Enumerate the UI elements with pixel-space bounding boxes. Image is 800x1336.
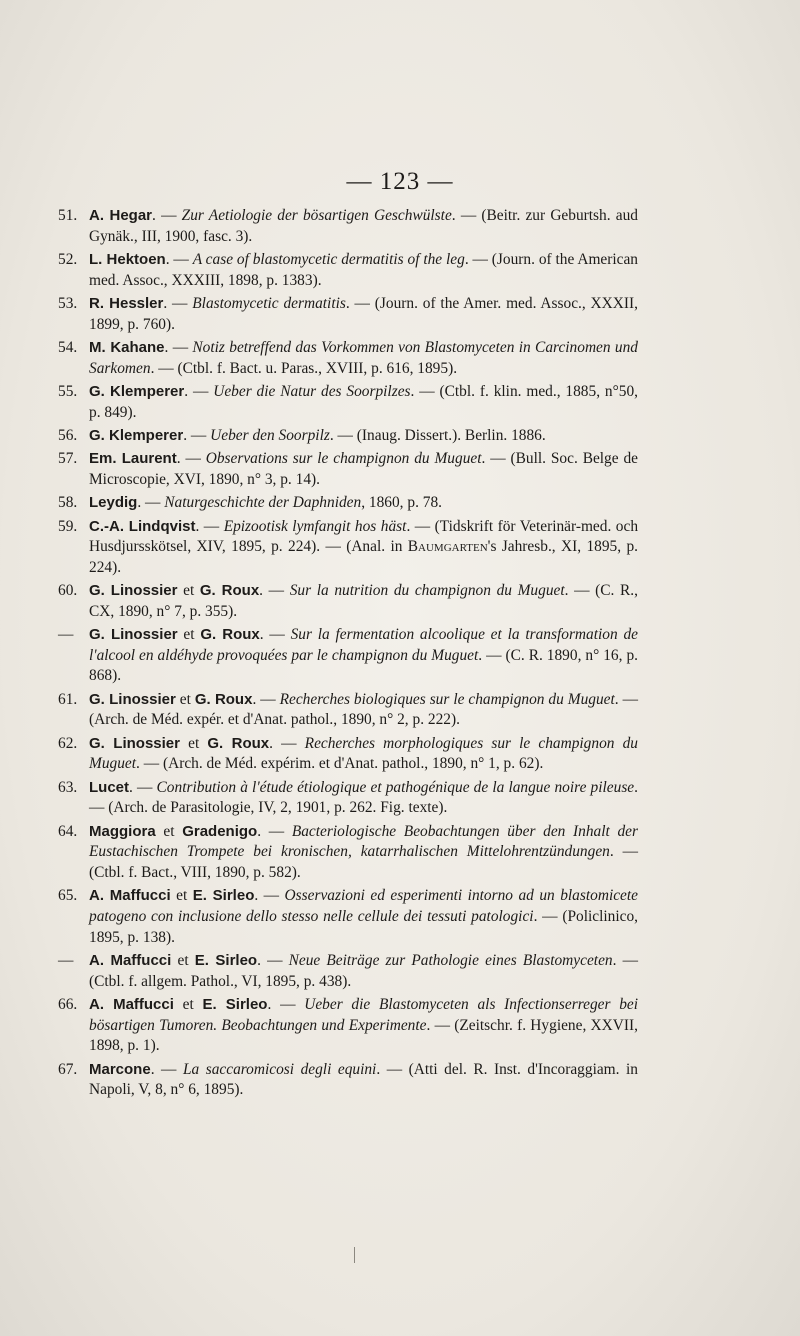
reference-number: 61. [58, 690, 78, 708]
reference-author: A. Hegar [89, 207, 153, 224]
reference-author: A. Maffucci [89, 887, 171, 905]
reference-text: . — (Atti del. R. Inst. d'Incoraggiam. in Napoli, V, 8, n° 6, 1895). [89, 1060, 638, 1099]
reference-entry [58, 995, 638, 1057]
reference-number: 65. [58, 887, 78, 905]
reference-entry [58, 625, 638, 687]
reference-text: . — [137, 494, 165, 512]
reference-text: . — [150, 1060, 183, 1078]
reference-author: A. Maffucci [89, 951, 172, 969]
reference-text: . — [164, 338, 193, 356]
reference-author: Lucet [89, 778, 130, 796]
reference-entry [58, 517, 638, 579]
reference-text: 's Jahresb., XI, 1895, p. 224). [89, 538, 638, 576]
reference-author: Marcone [89, 1060, 151, 1078]
reference-title: Naturgeschichte der Daphniden [164, 494, 362, 512]
reference-author: G. Linossier [89, 734, 180, 752]
reference-smallcaps-name: Baumgarten [407, 538, 488, 556]
reference-author: G. Linossier [89, 690, 176, 708]
reference-number: 62. [58, 734, 78, 752]
reference-author: G. Linossier [89, 582, 178, 600]
reference-author: G. Roux [207, 734, 270, 752]
reference-text: . — (Ctbl. f. Bact., VIII, 1890, p. 582). [89, 843, 638, 881]
reference-entry [58, 778, 638, 819]
reference-text: et [175, 690, 195, 708]
reference-number: 67. [58, 1060, 78, 1078]
reference-title: Epizootisk lymfangit hos häst [223, 517, 407, 535]
reference-text: et [179, 734, 208, 752]
reference-entry [58, 382, 638, 423]
reference-number: 52. [58, 250, 78, 268]
reference-text: . — [163, 294, 193, 312]
reference-text: . — (Journ. of the Amer. med. Assoc., XXXII, 1899, p. 760). [89, 294, 639, 333]
reference-author: G. Klemperer [89, 426, 184, 444]
reference-number: 63. [58, 778, 78, 796]
reference-entry [58, 449, 638, 490]
reference-entry [58, 951, 638, 992]
reference-title: Sur la fermentation alcoolique et la transformation de l'alcool en aldéhyde provoquées par le champignon du Muguet [89, 626, 638, 664]
reference-title: Bacteriologische Beobachtungen über den Inhalt der Eustachischen Trompete bei kronischen, katarrhalischen Mittelohrentzündungen [89, 822, 639, 861]
reference-text: . — [257, 822, 292, 840]
reference-text: . — (Ctbl. f. allgem. Pathol., VI, 1895, p. 438). [89, 951, 638, 990]
reference-title: Contribution à l'étude étiologique et pathogénique de la langue noire pileuse [156, 778, 635, 796]
reference-title: Recherches morphologiques sur le champignon du Muguet [89, 734, 638, 773]
reference-entry [58, 886, 638, 948]
reference-text: et [171, 951, 195, 969]
reference-author: E. Sirleo [202, 995, 268, 1013]
reference-text: . — (Arch. de Méd. expérim. et d'Anat. pathol., 1890, n° 1, p. 62). [136, 755, 544, 773]
reference-number: 60. [58, 582, 78, 600]
reference-title: Notiz betreffend das Vorkommen von Blastomyceten in Carcinomen und Sarkomen [89, 338, 638, 377]
reference-author: L. Hektoen [89, 250, 166, 268]
reference-text: . — [252, 690, 280, 708]
reference-text: . — [254, 887, 285, 905]
reference-text: . — (Ctbl. f. klin. med., 1885, n°50, p. 849). [89, 382, 638, 421]
reference-entry [58, 493, 638, 514]
reference-text: . — (Tidskrift för Veterinär-med. och Husdjursskötsel, XIV, 1895, p. 224). — (Anal. in [89, 517, 639, 556]
reference-text: et [173, 995, 203, 1013]
reference-entry [58, 581, 638, 622]
reference-text: , 1860, p. 78. [361, 494, 443, 512]
reference-text: . — [176, 450, 206, 468]
reference-title: A case of blastomycetic dermatitis of the leg [192, 250, 465, 268]
reference-author: C.-A. Lindqvist [89, 517, 196, 535]
reference-text: . — [165, 250, 193, 268]
reference-text: . — [195, 517, 224, 535]
reference-author: G. Klemperer [89, 382, 185, 400]
reference-text: . — [269, 734, 305, 752]
reference-title: Ueber die Natur des Soorpilzes [213, 382, 411, 400]
reference-author: M. Kahane [89, 338, 165, 356]
reference-entry [58, 206, 638, 247]
reference-title: Ueber den Soorpilz [210, 426, 330, 444]
reference-author: G. Roux [200, 626, 260, 644]
reference-number: — [58, 626, 74, 644]
reference-text: et [177, 582, 200, 600]
reference-title: Sur la nutrition du champignon du Muguet [289, 582, 565, 600]
reference-entry [58, 734, 638, 775]
reference-text: . — [152, 207, 182, 224]
reference-title: Ueber die Blastomyceten als Infectionserreger bei bösartigen Tumoren. Beobachtungen und Experimente [89, 995, 639, 1034]
reference-text: . — (Beitr. zur Geburtsh. aud Gynäk., III, 1900, fasc. 3). [89, 207, 638, 245]
reference-number: 54. [58, 338, 78, 356]
reference-text: . — (Arch. de Méd. expér. et d'Anat. pathol., 1890, n° 2, p. 222). [89, 690, 638, 729]
reference-text: . — (C. R. 1890, n° 16, p. 868). [89, 646, 638, 685]
reference-title: Neue Beiträge zur Pathologie eines Blastomyceten [288, 951, 613, 969]
reference-author: Leydig [89, 494, 138, 512]
reference-text: . — [267, 995, 305, 1013]
reference-text: . — [183, 426, 211, 444]
reference-number: 57. [58, 450, 78, 468]
reference-author: A. Maffucci [89, 995, 174, 1013]
reference-entry [58, 1060, 638, 1101]
reference-number: 55. [58, 382, 78, 400]
reference-text: . — [129, 778, 157, 796]
reference-entry [58, 250, 638, 291]
reference-author: G. Roux [199, 582, 260, 600]
reference-author: Gradenigo [182, 822, 258, 840]
reference-text: . — (Policlinico, 1895, p. 138). [89, 907, 638, 946]
reference-number: 53. [58, 294, 78, 312]
reference-entry [58, 338, 638, 379]
reference-title: Blastomycetic dermatitis [192, 294, 346, 312]
reference-number: 51. [58, 207, 78, 224]
reference-text: . — [184, 382, 214, 400]
reference-number: 64. [58, 822, 78, 840]
reference-title: La saccaromicosi degli equini [182, 1060, 377, 1078]
ink-mark [354, 1247, 355, 1263]
reference-number: — [58, 951, 74, 969]
reference-author: G. Linossier [89, 626, 178, 644]
reference-text: . — (Bull. Soc. Belge de Microscopie, XVI, 1890, n° 3, p. 14). [89, 450, 638, 488]
page-number: — 123 — [346, 168, 454, 195]
reference-author: E. Sirleo [192, 887, 255, 905]
reference-entry [58, 690, 638, 731]
reference-author: R. Hessler [89, 294, 164, 312]
reference-text: et [155, 822, 183, 840]
reference-text: . — (Arch. de Parasitologie, IV, 2, 1901, p. 262. Fig. texte). [89, 778, 638, 817]
reference-author: Maggiora [89, 822, 156, 840]
bibliography-list [58, 206, 638, 1103]
reference-text: et [170, 887, 193, 905]
reference-text: . — (C. R., CX, 1890, n° 7, p. 355). [89, 582, 638, 620]
reference-text: . — [257, 951, 289, 969]
reference-number: 59. [58, 517, 78, 535]
reference-text: . — [259, 582, 290, 600]
reference-text: . — (Journ. of the American med. Assoc., XXXIII, 1898, p. 1383). [89, 250, 639, 289]
reference-number: 56. [58, 426, 78, 444]
reference-text: et [177, 626, 201, 644]
reference-text: . — (Zeitschr. f. Hygiene, XXVII, 1898, p. 1). [89, 1016, 639, 1055]
reference-number: 58. [58, 494, 78, 512]
reference-title: Zur Aetiologie der bösartigen Geschwülste [181, 207, 452, 224]
reference-author: E. Sirleo [194, 951, 258, 969]
reference-number: 66. [58, 995, 78, 1013]
reference-text: . — (Ctbl. f. Bact. u. Paras., XVIII, p. 616, 1895). [150, 359, 458, 377]
reference-author: G. Roux [194, 690, 253, 708]
reference-text: . — (Inaug. Dissert.). Berlin. 1886. [329, 426, 546, 444]
reference-entry [58, 294, 638, 335]
reference-title: Osservazioni ed esperimenti intorno ad un blastomicete patogeno con inclusione dello stesso nelle cellule dei tessuti patologici [89, 887, 638, 925]
reference-text: . — [259, 626, 291, 644]
reference-entry [58, 822, 638, 884]
reference-author: Em. Laurent [89, 450, 177, 468]
reference-title: Recherches biologiques sur le champignon du Muguet [279, 690, 615, 708]
reference-title: Observations sur le champignon du Muguet [205, 450, 482, 468]
reference-entry [58, 426, 638, 447]
